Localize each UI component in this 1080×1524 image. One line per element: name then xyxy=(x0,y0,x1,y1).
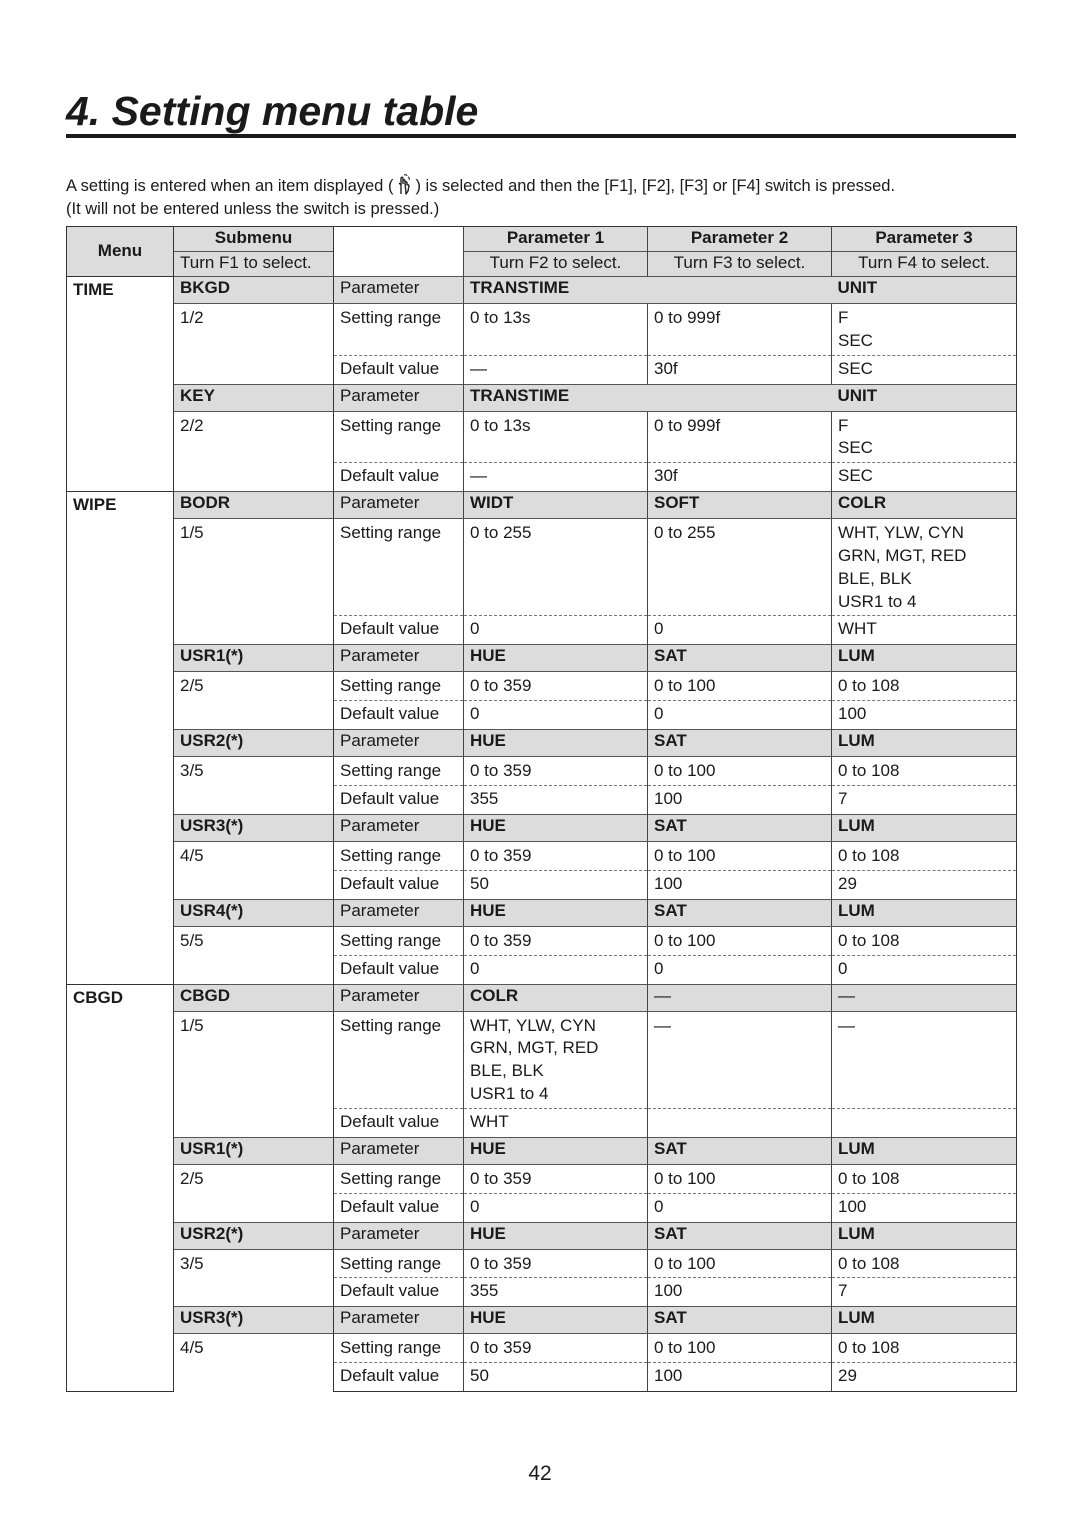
parameter-row xyxy=(67,1137,1017,1164)
default-value: WHT xyxy=(464,1108,648,1137)
setting-range-value: 0 to 359 xyxy=(464,841,648,870)
parameter-3-name: LUM xyxy=(832,730,1017,757)
default-value: 0 xyxy=(832,955,1017,984)
submenu-page: 2/5 xyxy=(174,1164,334,1222)
intro-part-2: ) is selected and then the [F1], [F2], [F3] or [F4] switch is pressed. xyxy=(415,177,896,195)
intro-part-1: A setting is entered when an item displayed ( xyxy=(66,177,394,195)
header-submenu-hint: Turn F1 to select. xyxy=(174,252,334,277)
parameter-1-name: HUE xyxy=(464,1137,648,1164)
parameter-3-name: UNIT xyxy=(832,384,1017,411)
default-value: 355 xyxy=(464,1278,648,1307)
default-value: 0 xyxy=(464,701,648,730)
header-parameter-1-hint: Turn F2 to select. xyxy=(464,252,648,277)
parameter-row xyxy=(67,384,1017,411)
submenu-page: 4/5 xyxy=(174,841,334,899)
setting-range-value: 0 to 359 xyxy=(464,1249,648,1278)
setting-range-label: Setting range xyxy=(334,1011,464,1108)
submenu-name: USR4(*) xyxy=(174,899,334,926)
setting-range-value: 0 to 108 xyxy=(832,1334,1017,1363)
submenu-page: 1/5 xyxy=(174,1011,334,1137)
parameter-row xyxy=(67,1222,1017,1249)
default-value: 29 xyxy=(832,870,1017,899)
setting-range-value: F SEC xyxy=(832,411,1017,463)
default-value: 0 xyxy=(464,1193,648,1222)
setting-range-label: Setting range xyxy=(334,672,464,701)
default-value: 100 xyxy=(832,701,1017,730)
setting-range-row xyxy=(67,757,1017,786)
setting-range-label: Setting range xyxy=(334,1249,464,1278)
submenu-name: CBGD xyxy=(174,984,334,1011)
setting-range-value: 0 to 999f xyxy=(648,304,832,356)
submenu-page: 3/5 xyxy=(174,1249,334,1307)
setting-range-label: Setting range xyxy=(334,841,464,870)
default-value xyxy=(648,1108,832,1137)
default-value: WHT xyxy=(832,616,1017,645)
setting-range-value: 0 to 100 xyxy=(648,757,832,786)
setting-range-value: 0 to 999f xyxy=(648,411,832,463)
parameter-1-name: HUE xyxy=(464,645,648,672)
default-value-label: Default value xyxy=(334,785,464,814)
setting-range-value: 0 to 100 xyxy=(648,1334,832,1363)
parameter-row xyxy=(67,984,1017,1011)
parameter-1-name: HUE xyxy=(464,1222,648,1249)
hand-pointer-icon xyxy=(393,174,415,196)
menu-name: WIPE xyxy=(67,492,174,984)
parameter-label: Parameter xyxy=(334,730,464,757)
setting-range-label: Setting range xyxy=(334,304,464,356)
parameter-3-name: LUM xyxy=(832,814,1017,841)
setting-range-value: 0 to 108 xyxy=(832,926,1017,955)
parameter-2-name: SAT xyxy=(648,899,832,926)
setting-range-value: 0 to 100 xyxy=(648,841,832,870)
setting-range-label: Setting range xyxy=(334,1164,464,1193)
default-value-label: Default value xyxy=(334,1108,464,1137)
menu-name: CBGD xyxy=(67,984,174,1392)
setting-range-label: Setting range xyxy=(334,411,464,463)
default-value: SEC xyxy=(832,355,1017,384)
default-value: 0 xyxy=(648,701,832,730)
parameter-2-name: SOFT xyxy=(648,492,832,519)
default-value: 100 xyxy=(648,1278,832,1307)
submenu-name: USR1(*) xyxy=(174,645,334,672)
setting-range-row xyxy=(67,411,1017,463)
parameter-3-name: COLR xyxy=(832,492,1017,519)
parameter-3-name: — xyxy=(832,984,1017,1011)
default-value: 30f xyxy=(648,463,832,492)
setting-range-value: WHT, YLW, CYN GRN, MGT, RED BLE, BLK USR1 to 4 xyxy=(832,519,1017,616)
setting-menu-table xyxy=(66,226,1017,1392)
parameter-1-name: HUE xyxy=(464,1307,648,1334)
parameter-label: Parameter xyxy=(334,899,464,926)
parameter-1-name: HUE xyxy=(464,730,648,757)
setting-range-value: 0 to 108 xyxy=(832,672,1017,701)
parameter-1-name: WIDT xyxy=(464,492,648,519)
parameter-row xyxy=(67,814,1017,841)
default-value xyxy=(832,1108,1017,1137)
intro-text xyxy=(66,174,1026,221)
parameter-1-name: COLR xyxy=(464,984,648,1011)
setting-range-value: 0 to 100 xyxy=(648,926,832,955)
page-number: 42 xyxy=(528,1462,552,1485)
default-value: 355 xyxy=(464,785,648,814)
default-value: 50 xyxy=(464,1363,648,1392)
default-value: 29 xyxy=(832,1363,1017,1392)
parameter-label: Parameter xyxy=(334,492,464,519)
setting-range-value: 0 to 100 xyxy=(648,1249,832,1278)
parameter-label: Parameter xyxy=(334,814,464,841)
setting-range-value: — xyxy=(648,1011,832,1108)
parameter-3-name: LUM xyxy=(832,1307,1017,1334)
header-parameter-2: Parameter 2 xyxy=(648,227,832,252)
parameter-row xyxy=(67,899,1017,926)
default-value-label: Default value xyxy=(334,616,464,645)
setting-range-value: 0 to 255 xyxy=(464,519,648,616)
setting-range-value: 0 to 359 xyxy=(464,1164,648,1193)
parameter-2-name: SAT xyxy=(648,645,832,672)
header-parameter-3: Parameter 3 xyxy=(832,227,1017,252)
setting-range-value: 0 to 100 xyxy=(648,672,832,701)
setting-range-row xyxy=(67,926,1017,955)
parameter-2-name: SAT xyxy=(648,1222,832,1249)
setting-range-row xyxy=(67,841,1017,870)
submenu-name: USR1(*) xyxy=(174,1137,334,1164)
header-menu: Menu xyxy=(67,227,174,277)
submenu-page: 5/5 xyxy=(174,926,334,984)
parameter-2-name: SAT xyxy=(648,1307,832,1334)
default-value: 100 xyxy=(648,870,832,899)
parameter-row xyxy=(67,730,1017,757)
parameter-1-name: HUE xyxy=(464,814,648,841)
setting-range-value: 0 to 359 xyxy=(464,672,648,701)
default-value-label: Default value xyxy=(334,701,464,730)
default-value: 50 xyxy=(464,870,648,899)
header-blank xyxy=(334,227,464,277)
default-value-label: Default value xyxy=(334,1193,464,1222)
submenu-page: 2/5 xyxy=(174,672,334,730)
parameter-label: Parameter xyxy=(334,384,464,411)
parameter-2-name: SAT xyxy=(648,814,832,841)
setting-range-value: 0 to 359 xyxy=(464,1334,648,1363)
setting-range-label: Setting range xyxy=(334,926,464,955)
header-parameter-1: Parameter 1 xyxy=(464,227,648,252)
parameter-1-name: HUE xyxy=(464,899,648,926)
default-value: 0 xyxy=(464,616,648,645)
default-value-label: Default value xyxy=(334,955,464,984)
setting-range-value: 0 to 100 xyxy=(648,1164,832,1193)
setting-range-label: Setting range xyxy=(334,757,464,786)
header-parameter-3-hint: Turn F4 to select. xyxy=(832,252,1017,277)
default-value-label: Default value xyxy=(334,1363,464,1392)
intro-line-2: (It will not be entered unless the switch is pressed.) xyxy=(66,200,440,218)
setting-range-row xyxy=(67,1164,1017,1193)
parameter-row xyxy=(67,277,1017,304)
setting-range-value: — xyxy=(832,1011,1017,1108)
parameter-label: Parameter xyxy=(334,1307,464,1334)
parameter-row xyxy=(67,492,1017,519)
menu-name: TIME xyxy=(67,277,174,492)
submenu-name: USR3(*) xyxy=(174,1307,334,1334)
parameter-row xyxy=(67,1307,1017,1334)
submenu-name: BKGD xyxy=(174,277,334,304)
header-submenu: Submenu xyxy=(174,227,334,252)
parameter-label: Parameter xyxy=(334,645,464,672)
setting-range-value: 0 to 13s xyxy=(464,411,648,463)
setting-range-label: Setting range xyxy=(334,519,464,616)
default-value: 0 xyxy=(464,955,648,984)
submenu-name: BODR xyxy=(174,492,334,519)
parameter-row xyxy=(67,645,1017,672)
parameter-label: Parameter xyxy=(334,984,464,1011)
default-value: 30f xyxy=(648,355,832,384)
setting-range-value: F SEC xyxy=(832,304,1017,356)
setting-range-label: Setting range xyxy=(334,1334,464,1363)
default-value: 100 xyxy=(832,1193,1017,1222)
parameter-1-name: TRANSTIME xyxy=(464,384,832,411)
default-value: 100 xyxy=(648,1363,832,1392)
parameter-3-name: LUM xyxy=(832,899,1017,926)
setting-range-value: 0 to 255 xyxy=(648,519,832,616)
parameter-3-name: LUM xyxy=(832,1137,1017,1164)
default-value-label: Default value xyxy=(334,870,464,899)
default-value-label: Default value xyxy=(334,463,464,492)
submenu-page: 1/5 xyxy=(174,519,334,645)
setting-range-row xyxy=(67,1011,1017,1108)
setting-range-row xyxy=(67,1249,1017,1278)
setting-range-row xyxy=(67,1334,1017,1363)
submenu-page: 3/5 xyxy=(174,757,334,815)
default-value: — xyxy=(464,355,648,384)
setting-range-value: 0 to 108 xyxy=(832,841,1017,870)
page-title: 4. Setting menu table xyxy=(66,88,1016,138)
default-value-label: Default value xyxy=(334,1278,464,1307)
submenu-page: 4/5 xyxy=(174,1334,334,1392)
setting-range-row xyxy=(67,304,1017,356)
parameter-label: Parameter xyxy=(334,1137,464,1164)
default-value: 100 xyxy=(648,785,832,814)
setting-range-value: 0 to 108 xyxy=(832,1164,1017,1193)
default-value: — xyxy=(464,463,648,492)
default-value: 0 xyxy=(648,1193,832,1222)
parameter-2-name: SAT xyxy=(648,730,832,757)
intro-line-1 xyxy=(66,174,1026,198)
setting-range-value: 0 to 13s xyxy=(464,304,648,356)
parameter-3-name: LUM xyxy=(832,1222,1017,1249)
parameter-1-name: TRANSTIME xyxy=(464,277,832,304)
setting-range-value: 0 to 108 xyxy=(832,757,1017,786)
default-value: 7 xyxy=(832,1278,1017,1307)
submenu-page: 1/2 xyxy=(174,304,334,385)
parameter-3-name: UNIT xyxy=(832,277,1017,304)
submenu-name: KEY xyxy=(174,384,334,411)
setting-range-value: 0 to 359 xyxy=(464,926,648,955)
parameter-3-name: LUM xyxy=(832,645,1017,672)
header-parameter-2-hint: Turn F3 to select. xyxy=(648,252,832,277)
submenu-name: USR3(*) xyxy=(174,814,334,841)
setting-range-row xyxy=(67,519,1017,616)
submenu-name: USR2(*) xyxy=(174,1222,334,1249)
setting-range-value: 0 to 359 xyxy=(464,757,648,786)
default-value: 0 xyxy=(648,616,832,645)
setting-range-row xyxy=(67,672,1017,701)
parameter-2-name: SAT xyxy=(648,1137,832,1164)
default-value-label: Default value xyxy=(334,355,464,384)
default-value: 7 xyxy=(832,785,1017,814)
default-value: SEC xyxy=(832,463,1017,492)
parameter-label: Parameter xyxy=(334,1222,464,1249)
parameter-2-name: — xyxy=(648,984,832,1011)
setting-range-value: WHT, YLW, CYN GRN, MGT, RED BLE, BLK USR1 to 4 xyxy=(464,1011,648,1108)
default-value: 0 xyxy=(648,955,832,984)
submenu-page: 2/2 xyxy=(174,411,334,492)
setting-range-value: 0 to 108 xyxy=(832,1249,1017,1278)
submenu-name: USR2(*) xyxy=(174,730,334,757)
parameter-label: Parameter xyxy=(334,277,464,304)
